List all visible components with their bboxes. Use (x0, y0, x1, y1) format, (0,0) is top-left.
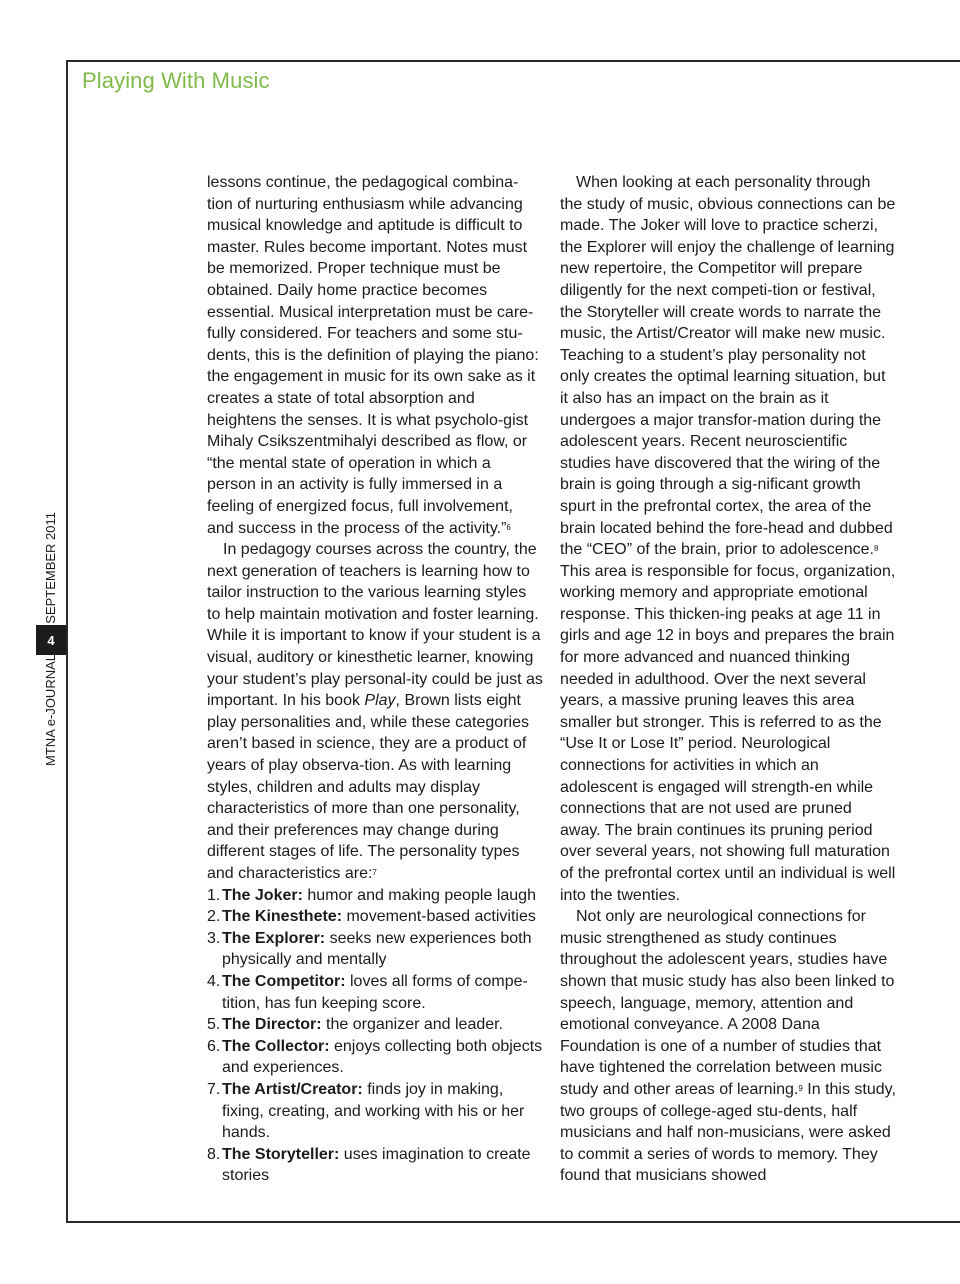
list-number: 8. (207, 1145, 221, 1163)
list-term: The Joker: (222, 886, 303, 904)
section-title: Playing With Music (82, 68, 270, 93)
paragraph (207, 539, 543, 885)
list-term: The Collector: (222, 1037, 330, 1055)
list-number: 6. (207, 1037, 221, 1055)
issue-date (43, 512, 58, 624)
paragraph-text: When looking at each personality through the study of music, obvious connections can be made. The Joker will love to practice scherzi, the Explorer will enjoy the challenge of learning new repertoire, the Competitor will prepare diligently for the next competi-tion or festival, the Storyteller will create words to narrate the music, the Artist/Creator will make new music. Teaching to a student’s play personality not only creates the optimal learning situation, but it also has an impact on the brain as it undergoes a major transfor-mation during the adolescent years. Recent neuroscientific studies have discovered that the wiring of the brain is going through a sig-nificant growth spurt in the prefrontal cortex, the area of the brain located behind the fore-head and dubbed the “CEO” of the brain, prior to adolescence. (560, 174, 896, 559)
list-number: 4. (207, 972, 221, 990)
list-desc: enjoys collecting both objects and experiences. (222, 1037, 543, 1077)
book-title: Play (364, 692, 396, 710)
paragraph-text: lessons continue, the pedagogical combina-tion of nurturing enthusiasm while advancing musical knowledge and aptitude is difficult to master. Rules become important. Notes must be memorized. Proper technique must be obtained. Daily home practice becomes essential. Musical interpretation must be care-fully considered. For teachers and some stu-dents, this is the definition of playing the piano: the engagement in music for its own sake as it creates a state of total absorption and heightens the senses. It is what psycholo-gist Mihaly Csikszentmihalyi described as flow, or “the mental state of operation in which a person in an activity is fully immersed in a feeling of energized focus, full involvement, and success in the process of the activity.” (207, 174, 539, 537)
list-term: The Artist/Creator: (222, 1080, 363, 1098)
list-item (207, 928, 543, 971)
issue-date-text: SEPTEMBER 2011 (43, 512, 58, 624)
list-number: 1. (207, 886, 221, 904)
paragraph (207, 172, 543, 539)
list-number: 7. (207, 1080, 221, 1098)
footnote-ref: 6 (506, 522, 511, 532)
journal-name (43, 654, 58, 766)
paragraph-text: This area is responsible for focus, organization, working memory and appropriate emotional response. This thicken-ing peaks at age 11 in girls and age 12 in boys and prepares the brain for more advanced and nuanced thinking needed in adulthood. Over the next several years, a massive pruning leaves this area smaller but stronger. This is referred to as the “Use It or Lose It” period. Neurological connections for activities in which an adolescent is engaged will strength-en while connections that are not used are pruned away. The brain continues its pruning period over several years, not showing full maturation of the prefrontal cortex until an individual is well into the twenties. (560, 562, 896, 904)
journal-name-text: MTNA e-JOURNAL (43, 654, 58, 766)
paragraph-text: In pedagogy courses across the country, the next generation of teachers is learning how to tailor instruction to the various learning styles to help maintain motivation and foster learning. While it is important to know if your student is a visual, auditory or kinesthetic learner, knowing your student’s play personal-ity could be just as important. In his book (207, 541, 543, 710)
paragraph (560, 172, 896, 906)
personality-list (207, 885, 543, 1187)
list-desc: seeks new experiences both physically and mentally (222, 929, 532, 969)
list-desc: uses imagination to create stories (222, 1145, 531, 1185)
footnote-ref: 7 (372, 868, 377, 877)
list-term: The Explorer: (222, 929, 326, 947)
page-number: 4 (36, 625, 66, 655)
paragraph-text: , Brown lists eight play personalities and, while these categories aren’t based in science, they are a product of years of play observa-tion. As with learning styles, children and adults may display characteristics of more than one personality, and their preferences may change during different stages of life. The personality types and characteristics are: (207, 692, 529, 882)
list-desc: finds joy in making, fixing, creating, and working with his or her hands. (222, 1080, 525, 1142)
column-left (207, 172, 543, 1187)
list-term: The Storyteller: (222, 1145, 340, 1163)
list-term: The Competitor: (222, 972, 346, 990)
paragraph-text: In this study, two groups of college-aged stu-dents, half musicians and half non-musicians, were asked to commit a series of words to memory. They found that musicians showed (560, 1080, 896, 1185)
paragraph (560, 906, 896, 1187)
list-item (207, 906, 543, 928)
footnote-ref: 8 (873, 544, 879, 554)
paragraph-text: Not only are neurological connections for music strengthened as study continues throughout the adolescent years, studies have shown that music study has also been linked to speech, language, memory, attention and emotional conveyance. A 2008 Dana Foundation is one of a number of studies that have tightened the correlation between music study and other areas of learning. (560, 908, 895, 1098)
list-item (207, 1036, 543, 1079)
list-item (207, 1079, 543, 1144)
list-desc: the organizer and leader. (321, 1016, 504, 1034)
list-term: The Kinesthete: (222, 908, 343, 926)
list-desc: humor and making people laugh (302, 886, 536, 904)
list-item (207, 1014, 543, 1036)
list-number: 3. (207, 929, 221, 947)
list-number: 5. (207, 1016, 221, 1034)
list-item (207, 971, 543, 1014)
list-desc: movement-based activities (342, 908, 536, 926)
list-term: The Director: (222, 1016, 322, 1034)
column-right (560, 172, 896, 1187)
list-item (207, 885, 543, 907)
list-item (207, 1144, 543, 1187)
footnote-ref: 9 (798, 1083, 803, 1093)
list-number: 2. (207, 908, 221, 926)
list-desc: loves all forms of compe-tition, has fun keeping score. (222, 972, 528, 1012)
